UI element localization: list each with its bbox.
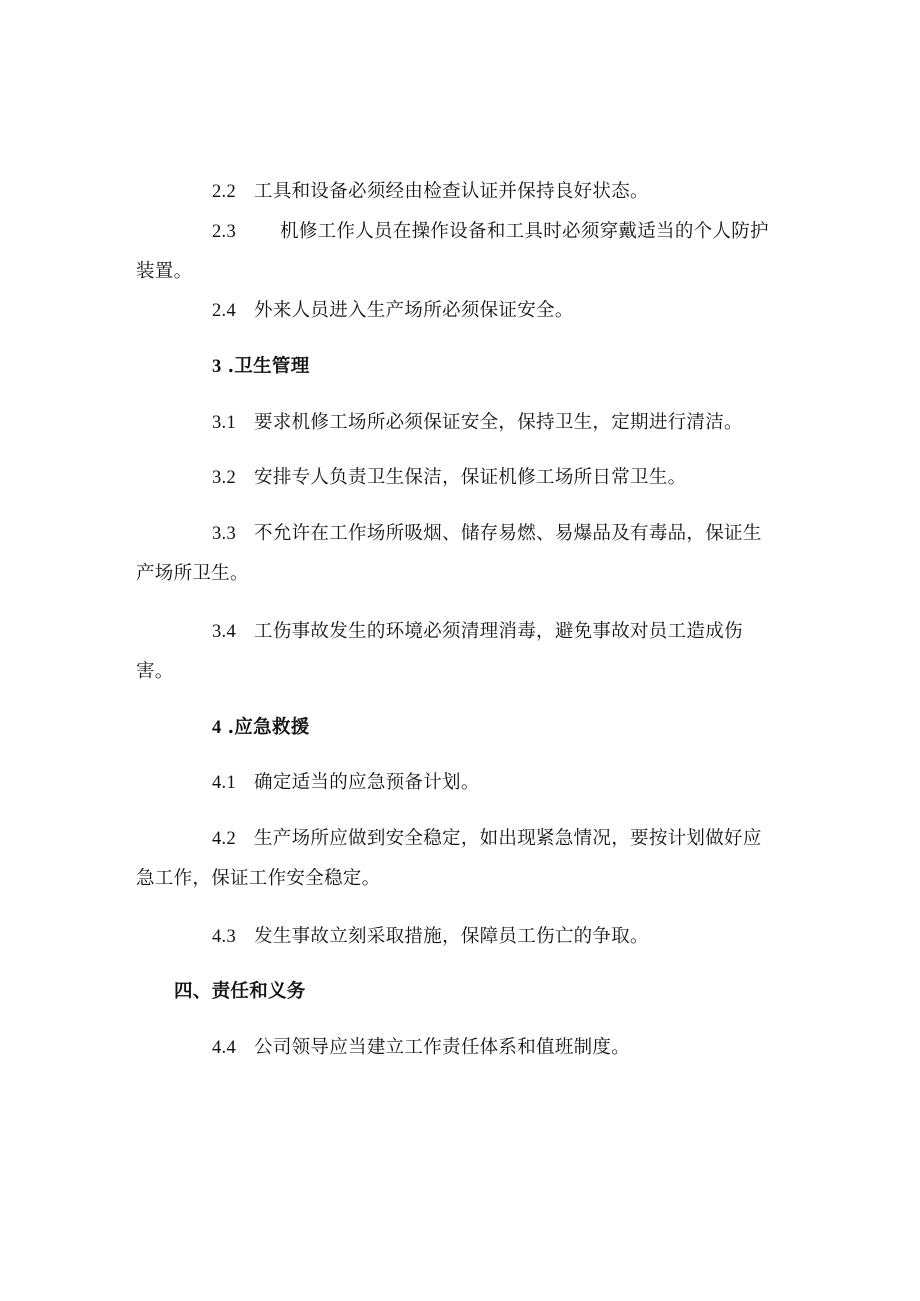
paragraph-number: 4.2 [212, 829, 237, 849]
paragraph-4-3 [136, 917, 776, 957]
paragraph-text: 不允许在工作场所吸烟、储存易燃、易爆品及有毒品，保证生产场所卫生。 [136, 523, 762, 584]
paragraph-number: 4.3 [212, 927, 237, 947]
paragraph-number: 2.2 [212, 182, 237, 202]
paragraph-4-4 [136, 1028, 776, 1068]
paragraph-4-1 [136, 763, 776, 803]
section-title: .应急救援 [227, 717, 310, 738]
paragraph-text: 外来人员进入生产场所必须保证安全。 [254, 300, 574, 321]
paragraph-number: 3.4 [212, 622, 237, 642]
paragraph-text: 公司领导应当建立工作责任体系和值班制度。 [254, 1037, 631, 1058]
paragraph-4-2 [136, 819, 776, 898]
paragraph-text: 要求机修工场所必须保证安全，保持卫生，定期进行清洁。 [254, 412, 743, 433]
section-number: 3 [212, 357, 222, 377]
paragraph-text: 工伤事故发生的环境必须清理消毒，避免事故对员工造成伤害。 [136, 621, 743, 682]
paragraph-text: 机修工作人员在操作设备和工具时必须穿戴适当的个人防护装置。 [136, 221, 769, 282]
paragraph-2-4 [136, 291, 776, 331]
paragraph-3-4 [136, 612, 776, 691]
section-heading-3 [136, 347, 776, 387]
paragraph-3-1 [136, 403, 776, 443]
paragraph-3-3 [136, 514, 776, 593]
paragraph-text: 发生事故立刻采取措施，保障员工伤亡的争取。 [254, 926, 649, 947]
section-title: .卫生管理 [227, 356, 310, 377]
paragraph-number: 3.3 [212, 524, 237, 544]
paragraph-text: 安排专人负责卫生保洁，保证机修工场所日常卫生。 [254, 467, 687, 488]
paragraph-number: 3.1 [212, 413, 237, 433]
paragraph-number: 2.3 [212, 222, 237, 242]
section-heading-four [136, 972, 776, 1011]
paragraph-2-3 [136, 212, 776, 291]
paragraph-3-2 [136, 458, 776, 498]
paragraph-number: 2.4 [212, 301, 237, 321]
paragraph-2-2 [136, 172, 776, 212]
section-number: 4 [212, 718, 222, 738]
paragraph-number: 4.1 [212, 773, 237, 793]
section-title: 四、责任和义务 [174, 981, 306, 1002]
paragraph-text: 生产场所应做到安全稳定，如出现紧急情况，要按计划做好应急工作，保证工作安全稳定。 [136, 828, 762, 889]
paragraph-number: 4.4 [212, 1038, 237, 1058]
paragraph-number: 3.2 [212, 468, 237, 488]
paragraph-text: 工具和设备必须经由检查认证并保持良好状态。 [254, 181, 649, 202]
section-heading-4 [136, 708, 776, 748]
paragraph-text: 确定适当的应急预备计划。 [254, 772, 480, 793]
